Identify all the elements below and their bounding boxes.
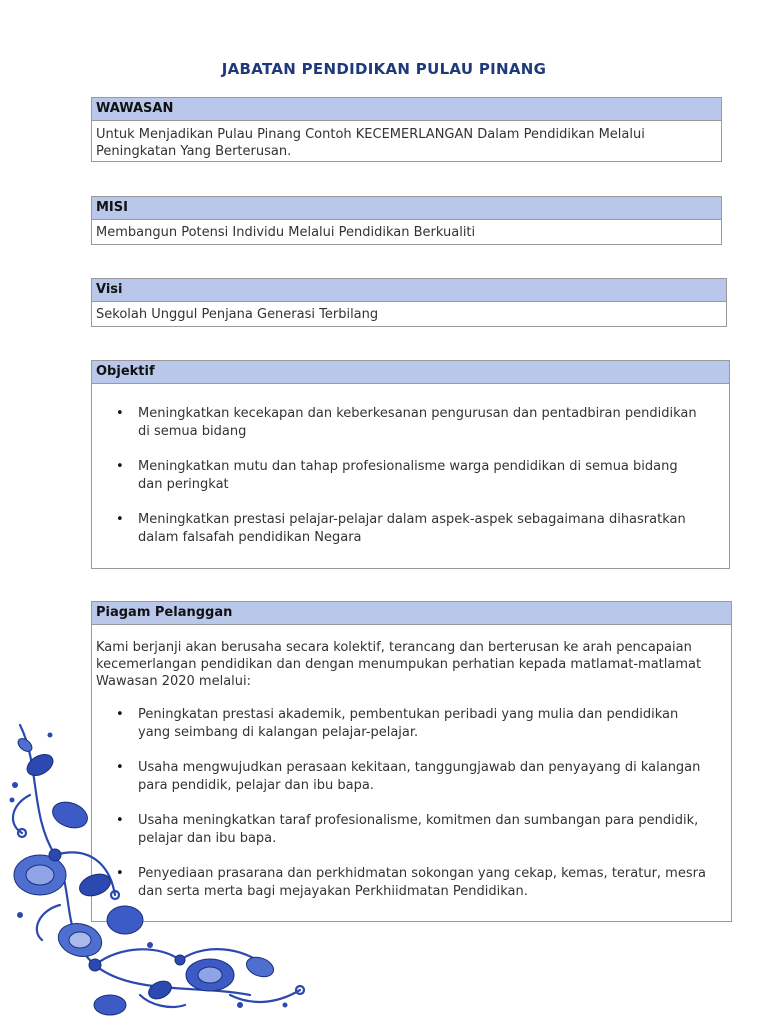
wawasan-text: Untuk Menjadikan Pulau Pinang Contoh KECEMERLANGAN Dalam Pendidikan Melalui Peningkatan Yang Berterusan. [96,127,645,159]
floral-ornament-icon [0,705,330,1024]
wawasan-header: WAWASAN [92,98,721,121]
page-title: JABATAN PENDIDIKAN PULAU PINANG [221,60,547,78]
objektif-item: • Meningkatkan kecekapan dan keberkesanan pengurusan dan pentadbiran pendidikan di semua bidang [92,405,729,441]
objektif-section [91,360,730,569]
objektif-header: Objektif [92,361,729,384]
piagam-item: • Usaha meningkatkan taraf profesionalisme, komitmen dan sumbangan para pendidik, pelajar dan ibu bapa. [92,812,731,848]
piagam-header: Piagam Pelanggan [92,602,731,625]
visi-text: Sekolah Unggul Penjana Generasi Terbilang [96,307,379,322]
objektif-list [92,384,729,547]
visi-header: Visi [92,279,726,302]
objektif-item: • Meningkatkan mutu dan tahap profesionalisme warga pendidikan di semua bidang dan peringkat [92,458,729,494]
piagam-intro: Kami berjanji akan berusaha secara kolektif, terancang dan berterusan ke arah pencapaian kecemerlangan pendidikan dan dengan menumpukan perhatian kepada matlamat-matlamat Wawasan 2020 melalui: [96,640,702,689]
wawasan-section [91,97,722,162]
piagam-item: • Peningkatan prestasi akademik, pembentukan peribadi yang mulia dan pendidikan yang seimbang di kalangan pelajar-pelajar. [92,706,731,742]
visi-section [91,278,727,327]
misi-text: Membangun Potensi Individu Melalui Pendidikan Berkualiti [96,225,476,240]
misi-section [91,196,722,245]
piagam-item: • Penyediaan prasarana dan perkhidmatan sokongan yang cekap, kemas, teratur, mesra dan serta merta bagi mejayakan Perkhiidmatan Pendidikan. [92,865,731,901]
piagam-item: • Usaha mengwujudkan perasaan kekitaan, tanggungjawab dan penyayang di kalangan para pendidik, pelajar dan ibu bapa. [92,759,731,795]
objektif-item: • Meningkatkan prestasi pelajar-pelajar dalam aspek-aspek sebagaimana dihasratkan dalam falsafah pendidikan Negara [92,511,729,547]
misi-header: MISI [92,197,721,220]
